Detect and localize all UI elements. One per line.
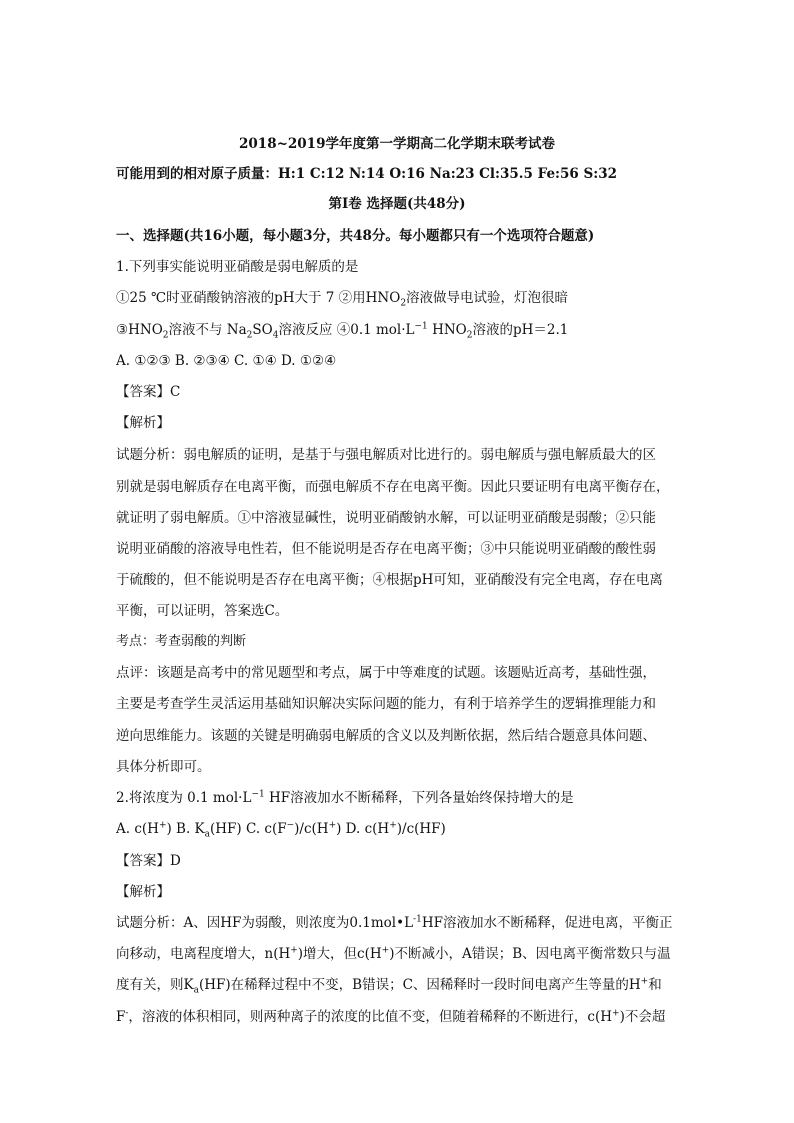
q2-analysis-line: F-，溶液的体积相同，则两种离子的浓度的比值不变，但随着稀释的不断进行，c(H+)不会超 <box>116 1008 666 1025</box>
q1-answer: 【答案】C <box>116 384 181 400</box>
q2-choices: A. c(H+) B. $K_a(HF)$ C. c(F−)/c(H+) D. c(H+)/c(HF) <box>116 820 446 839</box>
q2-analysis-line: 试题分析：A、因HF为弱酸，则浓度为$0.1mol•L^{-1}HF$溶液加水不断稀释，促进电离，平衡正 <box>116 914 673 931</box>
q1-choices: A. ①②③ B. ②③④ C. ①④ D. ①②④ <box>116 353 337 369</box>
section-title: 一、选择题(共16小题，每小题3分，共48分。每小题都只有一个选项符合题意) <box>116 228 595 244</box>
q1-analysis-line: 别就是弱电解质存在电离平衡，而强电解质不存在电离平衡。因此只要证明有电离平衡存在， <box>116 479 670 495</box>
q1-statements-1: ①25 ℃时亚硝酸钠溶液的pH大于 7 ②用$HNO_2$溶液做导电试验，灯泡很暗 <box>116 290 569 308</box>
q1-analysis-line: 试题分析：弱电解质的证明，是基于与强电解质对比进行的。弱电解质与强电解质最大的区 <box>116 447 656 463</box>
q1-stem: 1.下列事实能说明亚硝酸是弱电解质的是 <box>116 259 359 275</box>
q1-analysis-line: 于硫酸的，但不能说明是否存在电离平衡；④根据pH可知，亚硝酸没有完全电离，存在电离 <box>116 572 663 588</box>
q1-comment-line: 具体分析即可。 <box>116 759 211 775</box>
q1-kaodian: 考点：考查弱酸的判断 <box>116 634 247 649</box>
q2-analysis-label: 【解析】 <box>116 884 170 900</box>
atomic-masses: 可能用到的相对原子质量：H:1 C:12 N:14 O:16 Na:23 Cl:35.5 Fe:56 S:32 <box>116 166 618 182</box>
q1-comment-line: 主要是考查学生灵活运用基础知识解决实际问题的能力，有利于培养学生的逻辑推理能力和 <box>116 696 656 712</box>
q1-statements-2: $③HNO_2$溶液不与 $Na_2SO_4$溶液反应 ④0.1 $mol\cdot L^{-1}$ $HNO_2$溶液的pH＝2.1 <box>116 321 569 340</box>
q1-analysis-label: 【解析】 <box>116 415 170 431</box>
q2-answer: 【答案】D <box>116 853 181 869</box>
exam-title: 2018~2019学年度第一学期高二化学期末联考试卷 <box>239 136 555 152</box>
q2-analysis-line: 向移动，电离程度增大，n(H+)增大，但c(H+)不断减小，A错误；B、因电离平衡常数只与温 <box>116 945 671 962</box>
q1-analysis-line: 平衡，可以证明，答案选C。 <box>116 603 289 619</box>
q1-analysis-line: 说明亚硝酸的溶液导电性若，但不能说明是否存在电离平衡；③中只能说明亚硝酸的酸性弱 <box>116 541 656 557</box>
part-title: 第Ⅰ卷 选择题(共48分) <box>328 196 466 212</box>
q1-comment-line: 点评：该题是高考中的常见题型和考点，属于中等难度的试题。该题贴近高考，基础性强， <box>116 665 656 681</box>
q1-analysis-line: 就证明了弱电解质。①中溶液显碱性，说明亚硝酸钠水解，可以证明亚硝酸是弱酸；②只能 <box>116 510 656 526</box>
q1-comment-line: 逆向思维能力。该题的关键是明确弱电解质的含义以及判断依据，然后结合题意具体问题、 <box>116 728 656 744</box>
q2-analysis-line: 度有关，则$K_a(HF)$在稀释过程中不变，B错误；C、因稀释时一段时间电离产生等量的H+和 <box>116 976 662 995</box>
q2-stem: 2.将浓度为 0.1 $mol\cdot L^{-1}$ HF溶液加水不断稀释，下列各量始终保持增大的是 <box>116 789 574 806</box>
